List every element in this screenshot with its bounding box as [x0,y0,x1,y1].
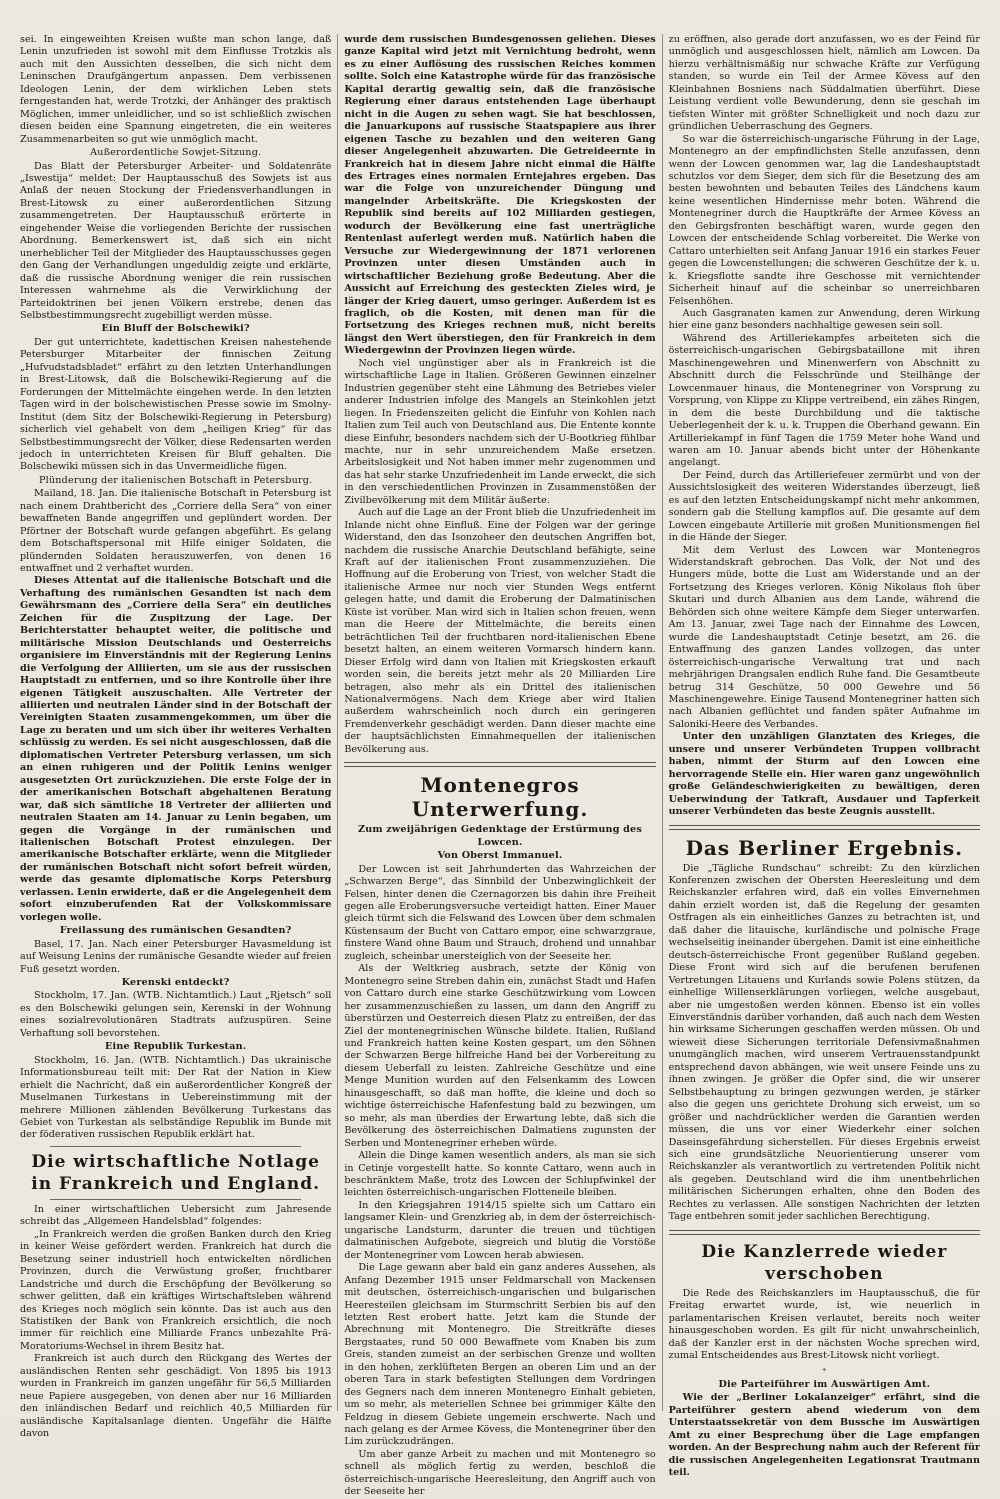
paragraph: Der Lowcen ist seit Jahrhunderten das Wahrzeichen der „Schwarzen Berge“, das Sinnbild der Unbezwinglichkeit der Felsen, hinter denen die Czernagorzen bis dahin ihre Freiheit gegen alle Eroberungsversuche verteidigt hatten. Einer Mauer gleich türmt sich die Felswand des Lowcen über dem schmalen Küstensaum der Bucht von Cattaro empor, eine schwarzgraue, finstere Wand ohne Baum und Strauch, drohend und unnahbar zugleich, scheinbar unersteiglich von der Seeseite her. [344,863,656,962]
column-left [20,34,332,1440]
section-heading: Eine Republik Turkestan. [105,1041,247,1053]
paragraph: wurde dem russischen Bundesgenossen geliehen. Dieses ganze Kapital wird jetzt mit Vernichtung bedroht, wenn es zu einer Auflösung des russischen Reiches kommen sollte. Solch eine Katastrophe würde für das französische Kapital derartig gewaltig sein, daß die französische Regierung einer daraus entstehenden Lage überhaupt nicht in die Augen zu sehen wagt. Sie hat beschlossen, die Januarkupons auf russische Staatspapiere aus ihrer eigenen Tasche zu bezahlen und den weiteren Gang dieser Angelegenheit abzuwarten. Die Getreideernte in Frankreich hat in diesem Jahre nicht einmal die Hälfte des Ertrages eines normalen Erntejahres ergeben. Das war die Folge von unzureichender Düngung und mangelnder Arbeitskräfte. Die Kriegskosten der Republik sind bereits auf 102 Milliarden gestiegen, wodurch der Bevölkerung eine fast unerträgliche Rentenlast auferlegt werden muß. Natürlich haben die Versuche zur Wiedergewinnung der 1871 verlorenen Provinzen unter diesen Umständen auch in wirtschaftlicher Beziehung große Bedeutung. Aber die Aussicht auf Erreichung des gesteckten Zieles wird, je länger der Krieg dauert, umso geringer. Außerdem ist es fraglich, ob die Kosten, mit denen man für die Fortsetzung des Krieges rechnen muß, nicht bereits längst den Wert überstiegen, den für Frankreich in dem Wiedergewinn der Provinzen liegen würde. [344,34,656,357]
column-middle [344,34,656,1498]
article-subheading: Zum zweijährigen Gedenktage der Erstürmung des Lowcen. [358,824,642,848]
paragraph: Basel, 17. Jan. Nach einer Petersburger Havasmeldung ist auf Weisung Lenins der rumänische Gesandte wieder auf freien Fuß gesetzt worden. [20,938,332,975]
section-heading: Außerordentliche Sowjet-Sitzung. [90,147,262,159]
section-heading: Ein Bluff der Bolschewiki? [101,323,250,335]
section-heading: Freilassung des rumänischen Gesandten? [59,925,292,937]
paragraph: In den Kriegsjahren 1914/15 spielte sich um Cattaro ein langsamer Klein- und Grenzkrieg ab, in dem der österreichisch-ungarische Landsturm, darunter die treuen und tüchtigen dalmatinischen Aufgebote, siegreich und blutig die Vorstöße der Montenegriner vom Lowcen herab abwiesen. [344,1199,656,1261]
section-heading: Plünderung der italienischen Botschaft in Petersburg. [38,474,313,486]
column-rule [337,34,338,1411]
divider [669,1230,980,1235]
paragraph: Wie der „Berliner Lokalanzeiger“ erfährt, sind die Parteiführer gestern abend wiederum von dem Unterstaatssekretär von dem Bussche im Auswärtigen Amt zu einer Besprechung über die Lage empfangen worden. An der Besprechung nahm auch der Referent für die russischen Angelegenheiten Legationsrat Trautmann teil. [668,1392,980,1479]
paragraph: Dieses Attentat auf die italienische Botschaft und die Verhaftung des rumänischen Gesandten ist nach dem Gewährsmann des „Corriere della Sera“ ein deutliches Zeichen für die Zuspitzung der Lage. Der Berichterstatter behauptet weiter, die politische und militärische Mission Deutschlands und Oesterreichs organisiere im Einverständnis mit der Regierung Lenins die Verfolgung der Alliierten, um sie aus der russischen Hauptstadt zu entfernen, und so ihre Kontrolle über ihre eigenen Tätigkeit auszuschalten. Alle Vertreter der alliierten und neutralen Länder sind in der Botschaft der Vereinigten Staaten zusammengekommen, um über die Lage zu beraten und um sich über ihr weiteres Verhalten schlüssig zu werden. Es sei nicht ausgeschlossen, daß die diplomatischen Vertreter Petersburg verlassen, um sich an einen ruhigeren und der Politik Lenins weniger ausgesetzten Ort zurückzuziehen. Die erste Folge der in der amerikanischen Botschaft abgehaltenen Beratung war, daß sich sämtliche 18 Vertreter der alliierten und neutralen Staaten am 14. Januar zu Lenin begaben, um gegen die Vorgänge in der rumänischen und italienischen Botschaft Protest einzulegen. Der amerikanische Botschafter erklärte, wenn die Mitglieder der rumänischen Botschaft nicht sofort befreit würden, werde das gesamte diplomatische Korps Petersburg verlassen. Lenin erwiderte, daß er die Angelegenheit dem sofort einzuberufenden Rat der Volkskommissare vorlegen wolle. [20,575,332,923]
paragraph: Mit dem Verlust des Lowcen war Montenegros Widerstandskraft gebrochen. Das Volk, der Not und des Hungers müde, botte die Lust am Widerstande und an der Fortsetzung des Krieges verloren. König Nikolaus floh über Skutari und durch Albanien aus dem Lande, während die Behörden sich ohne weitere Kämpfe dem Sieger unterwarfen. Am 13. Januar, zwei Tage nach der Einnahme des Lowcen, wurde die Landeshauptstadt Cetinje besetzt, am 26. die Entwaffnung des ganzen Landes vollzogen, das unter österreichisch-ungarische Verwaltung trat und nach mehrjährigen Drangsalen endlich Ruhe fand. Die Gesamtbeute betrug 314 Geschütze, 50 000 Gewehre und 56 Maschinengewehre. Einige Tausend Montenegriner hatten sich nach Albanien geflüchtet und fanden später Aufnahme im Saloniki-Heere des Verbandes. [668,544,980,730]
paragraph: Auch Gasgranaten kamen zur Anwendung, deren Wirkung hier eine ganz besonders nachhaltige gewesen sein soll. [668,307,980,332]
column-container [20,34,980,1498]
article-headline: Das Berliner Ergebnis. [685,835,964,860]
divider [669,825,980,830]
article-headline: Die wirtschaftliche Notlage in Frankreich und England. [31,1151,321,1194]
column-right [668,34,980,1479]
paragraph: Frankreich ist auch durch den Rückgang des Wertes der ausländischen Renten sehr geschädigt. Von 1895 bis 1913 wurden in Frankreich im ganzen ungefähr für 56,5 Milliarden neue Papiere ausgegeben, von denen aber nur 16 Milliarden den inländischen Bedarf und reichlich 40,5 Milliarden für ausländische Kapitalsanlage dienten. Ungefähr die Hälfte davon [20,1353,332,1440]
paragraph: Um aber ganze Arbeit zu machen und mit Montenegro so schnell als möglich fertig zu werden, beschloß die österreichisch-ungarische Heeresleitung, den Angriff auch von der Seeseite her [344,1448,656,1498]
paragraph: Die Rede des Reichskanzlers im Hauptausschuß, die für Freitag erwartet wurde, ist, wie neuerlich in parlamentarischen Kreisen verlautet, bereits noch weiter hinausgeschoben worden. Es gilt für nicht unwahrscheinlich, daß der Kanzler erst in der nächsten Woche sprechen wird, zumal Entscheidendes aus Brest-Litowsk nicht vorliegt. [668,1287,980,1361]
column-rule [662,34,663,1411]
paragraph: Der gut unterrichtete, kadettischen Kreisen nahestehende Petersburger Mitarbeiter der finnischen Zeitung „Hufvudstadsbladet“ erfährt zu den letzten Unterhandlungen in Brest-Litowsk, daß die Bolschewiki-Regierung auf die Forderungen der Mittelmächte eingehen werde. In den letzten Tagen wird in der bolschewistischen Presse sowie im Smolny-Institut (dem Sitz der Bolschewiki-Regierung in Petersburg) sicherlich viel gehabelt von dem „heiligen Krieg“ für das Selbstbestimmungsrecht der Völker, diese Redensarten werden jedoch in unterrichteten Kreisen für Bluff gehalten. Die Bolschewiki müssen sich in das Unvermeidliche fügen. [20,336,332,473]
section-heading: Kerenski entdeckt? [121,976,230,988]
paragraph: Als der Weltkrieg ausbrach, setzte der König von Montenegro seine Streben dahin ein, zunächst Stadt und Hafen von Cattaro durch eine starke Geschützwirkung vom Lowcen her zusammenzuschießen zu lassen, um dann den Angriff zu überstürzen und Oesterreich diesen Platz zu entreißen, der das Ziel der montenegrinischen Wünsche bildete. Italien, Rußland und Frankreich hatten keine Kosten gespart, um den Söhnen der Schwarzen Berge hilfreiche Hand bei der Vorbereitung zu diesem Ueberfall zu leisten. Zahlreiche Geschütze und eine Menge Munition wurden auf den Felsenkamm des Lowcen hinausgeschafft, so daß man hoffte, die kleine und doch so wichtige österreichische Hafenfestung bald zu bezwingen, um so mehr, als man überdies der Erwartung lebte, daß sich die Bevölkerung des österreichischen Dalmatiens zugunsten der Serben und Montenegriner erheben würde. [344,963,656,1149]
paragraph: Stockholm, 17. Jan. (WTB. Nichtamtlich.) Laut „Rjetsch“ soll es den Bolschewiki gelungen sein, Kerenski in der Wohnung eines sozialrevolutionären Stadtrats aufzuspüren. Seine Verhaftung soll bevorstehen. [20,990,332,1039]
paragraph: Allein die Dinge kamen wesentlich anders, als man sie sich in Cetinje vorgestellt hatte. So konnte Cattaro, wenn auch in beschränktem Maße, trotz des Lowcen der Schlupfwinkel der leichten österreichisch-ungarischen Flotteneile bleiben. [344,1150,656,1199]
paragraph: Während des Artilleriekampfes arbeiteten sich die österreichisch-ungarischen Gebirgsbataillone mit ihren Maschinengewehren und Minenwerfern von Abschnitt zu Abschnitt durch die Felsschründe und Steilhänge der Lowcenmauer hinaus, die Montenegriner von Vorsprung zu Vorsprung, von Klippe zu Klippe vertreibend, ein zähes Ringen, in dem die beste Durchbildung und die taktische Ueberlegenheit der k. u. k. Truppen die Oberhand gewann. Ein Artilleriekampf in fünf Tagen die 1759 Meter hohe Wand und waren am 10. Januar abends bicht unter der Höhenkante angelangt. [668,332,980,469]
article-headline: Montenegros Unterwerfung. [411,773,589,822]
paragraph: Mailand, 18. Jan. Die italienische Botschaft in Petersburg ist nach einem Drahtbericht des „Corriere della Sera“ von einer bewaffneten Bande angegriffen und geplündert worden. Der Pförtner der Botschaft wurde gefangen abgeführt. Es gelang dem Botschaftspersonal mit Hilfe einiger Soldaten, die plündernden Soldaten herauszuwerfen, von denen 16 entwaffnet und 2 verhaftet wurden. [20,488,332,575]
paragraph: Noch viel ungünstiger aber als in Frankreich ist die wirtschaftliche Lage in Italien. Größeren Gewinnen einzelner Industrien gegenüber steht eine Lähmung des Betriebes vieler anderer Industrien infolge des Mangels an Steinkohlen jetzt liegen. In Friedenszeiten gelicht die Einfuhr von Kohlen nach Italien zum Teil auch von Deutschland aus. Die Entente konnte diese Einfuhr, besonders nachdem sich der U-Bootkrieg fühlbar machte, nur in sehr unzureichendem Maße ersetzen. Arbeitslosigkeit und Not haben immer mehr zugenommen und das hat sehr starke Unzufriedenheit im Lande erweckt, die sich in den verschiedentlichen Provinzen in Zusammenstößen der Zivilbevölkerung mit dem Militär äußerte. [344,357,656,506]
section-heading: Die Parteiführer im Auswärtigen Amt. [718,1378,931,1390]
paragraph: sei. In eingeweihten Kreisen wußte man schon lange, daß Lenin unzufrieden ist sowohl mit dem Einflusse Trotzkis als auch mit den Aussichten desselben, die sich nicht dem Leninschen Draufgängertum anpassen. Dem verbissenen Ideologen Lenin, der dem wirklichen Leben stets ferngestanden hat, werde Trotzki, der Anhänger des praktisch Möglichen, immer unleidlicher, und so ist schließlich zwischen diesen beiden eine Spannung eingetreten, die ein weiteres Zusammenarbeiten so gut wie unmöglich macht. [20,34,332,145]
paragraph: Die „Tägliche Rundschau“ schreibt: Zu den kürzlichen Konferenzen zwischen der Obersten Heeresleitung und dem Reichskanzler erfahren wird, daß ein volles Einvernehmen dahin erzielt worden ist, daß die Regelung der gesamten Ostfragen als ein einheitliches Ganzes zu betrachten ist, und daß daher die litauische, kurländische und polnische Frage wechselseitig ineinander übergehen. Damit ist eine einheitliche deutsch-österreichische Front gegenüber Rußland gegeben. Diese Front wird sich auf die berufenen berufenen Vertretungen Litauens und Kurlands sowie Polens stützen, da einhellige Willenserklärungen vorliegen, welche ausgebaut, aber nie umgestoßen werden können. Ebenso ist ein volles Einverständnis darüber vorhanden, daß auch nach dem Westen hin wirksame Sicherungen geschaffen werden müssen. Ob und wieweit diese Sicherungen territoriale Defensivmaßnahmen unumgänglich machen, wird unserem Vertrauensstandpunkt entsprechend davon abhängen, wie weit unsere Feinde uns zu ihnen zwingen. Je größer die Opfer sind, die wir unserer Selbstbehauptung zu bringen gezwungen werden, je stärker also die gegen uns gerichtete Drohung sich erweist, um so größer und nachdrücklicher werden die Garantien werden müssen, die uns vor einer Wiederkehr einer solchen Daseinsgefährdung sicherstellen. Für dieses Ergebnis erweist sich eine grundsätzliche Neuorientierung unserer vom Reichskanzler als verantwortlich zu vertretenden Politik nicht als gegeben. Deutschland wird die ihm unentbehrlichen militärischen Sicherungen erhalten, ohne den Boden des Rechtes zu verlassen. Alle sonstigen Nachrichten der letzten Tage entbehren somit jeder sachlichen Berechtigung. [668,862,980,1223]
divider [50,1146,301,1147]
divider [344,762,655,767]
paragraph: Stockholm, 16. Jan. (WTB. Nichtamtlich.) Das ukrainische Informationsbureau teilt mit: Der Rat der Nation in Kiew erhielt die Nachricht, daß ein außerordentlicher Kongreß der Muselmanen Turkestans in Uebereinstimmung mit der mehrere Millionen zählenden Bevölkerung Turkestans das Gebiet von Turkestan als selbständige Republik im Bunde mit der föderativen russischen Republik erklärt hat. [20,1054,332,1141]
paragraph: In einer wirtschaftlichen Uebersicht zum Jahresende schreibt das „Allgemeen Handelsblad“ folgendes: [20,1203,332,1228]
article-author: Von Oberst Immanuel. [437,850,563,862]
section-separator: ✦ [821,1366,828,1375]
paragraph: Die Lage gewann aber bald ein ganz anderes Aussehen, als Anfang Dezember 1915 unser Feldmarschall von Mackensen mit deutschen, österreichisch-ungarischen und bulgarischen Heeresteilen gleichsam im Sturmschritt Serbien bis auf den letzten Rest erobert hatte. Jetzt kam die Stunde der Abrechnung mit Montenegro. Die Streitkräfte dieses Bergstaates, rund 50 000 Bewaffnete vom Knaben bis zum Greis, standen zumeist an der serbischen Grenze und wollten in den hohen, zerklüfteten Bergen an oberen Lim und an der oberen Tara in stark befestigten Stellungen dem Vordringen des Gegners nach dem inneren Montenegro Einhalt gebieten, um so mehr, als meteriellen Schnee bei grimmiger Kälte den Feldzug in diesem Gebiete ungemein erschwerte. Nach und nach gelang es der Armee Kövess, die Montenegriner über den Lim zurückzudrängen. [344,1262,656,1448]
paragraph: Unter den unzähligen Glanztaten des Krieges, die unsere und unserer Verbündeten Truppen vollbracht haben, nimmt der Sturm auf den Lowcen eine hervorragende Stelle ein. Hier waren ganz ungewöhnlich große Geländeschwierigkeiten zu bewältigen, deren Ueberwindung der Tatkraft, Ausdauer und Tapferkeit unserer Verbündeten das beste Zeugnis ausstellt. [668,731,980,818]
paragraph: zu eröffnen, also gerade dort anzufassen, wo es der Feind für unmöglich und ausgeschlossen hielt, nämlich am Lowcen. Da hierzu verhältnismäßig nur schwache Kräfte zur Verfügung standen, so wurde ein Teil der Armee Kövess auf den Kleinbahnen Bosniens nach Süddalmatien überführt. Diese Leistung verdient volle Bewunderung, denn sie geschah im tiefsten Winter mit größter Schnelligkeit und noch dazu zur gründlichen Ueberraschung des Gegners. [668,34,980,133]
paragraph: „In Frankreich werden die großen Banken durch den Krieg in keiner Weise gefördert werden. Frankreich hat durch die Besetzung seiner industriell hoch entwickelten nördlichen Provinzen, durch die Verwüstung großer, fruchtbarer Landstriche und durch die Erschöpfung der Bevölkerung so schwer gelitten, daß ein kräftiges Wirtschaftsleben während des Krieges noch möglich sein könnte. Das ist auch aus den Statistiken der Bank von Frankreich ersichtlich, die noch immer für reichlich eine Milliarde Francs unbezahlte Prä-Moratoriums-Wechsel in ihrem Besitz hat. [20,1228,332,1352]
paragraph: So war die österreichisch-ungarische Führung in der Lage, Montenegro an der empfindlichsten Stelle anzufassen, denn wenn der Lowcen genommen war, lag die Landeshauptstadt schutzlos vor dem Sieger, dem sich für die Besetzung des am besten bewohnten und bebauten Teiles des Ländchens kaum keine wesentlichen Hindernisse mehr boten. Während die Montenegriner durch die Hauptkräfte der Armee Kövess an den Gebirgsfronten beschäftigt waren, wurde gegen den Lowcen der entscheidende Schlag vorbereitet. Die Werke von Cattaro unterhielten seit Anfang Januar 1916 ein starkes Feuer gegen die Lowcenstellungen; die schweren Geschütze der k. u. k. Kriegsflotte sandte ihre Geschosse mit vernichtender Sicherheit hinauf auf die scheinbar so unerreichbaren Felsenhöhen. [668,133,980,307]
article-headline: Die Kanzlerrede wieder verschoben [701,1241,948,1284]
paragraph: Das Blatt der Petersburger Arbeiter- und Soldatenräte „Iswestija“ meldet: Der Hauptausschuß des Sowjets ist aus Anlaß der neuen Stockung der Friedensverhandlungen in Brest-Litowsk zu einer außerordentlichen Sitzung zusammengetreten. Der Hauptausschuß erörterte in eingehender Weise die vorliegenden Berichte der russischen Abordnung. Bemerkenswert ist, daß sich ein nicht unerheblicher Teil der Mitglieder des Hauptausschusses gegen den Gang der Verhandlungen ungeduldig zeigte und erklärte, daß die russische Abordnung weniger die rein russischen Interessen wahrnehme als die Verwirklichung der Parteidoktrinen bei jenen Völkern erstrebe, denen das Selbstbestimmungsrecht zugebilligt werden müsse. [20,160,332,321]
paragraph: Auch auf die Lage an der Front blieb die Unzufriedenheit im Inlande nicht ohne Einfluß. Eine der Folgen war der geringe Widerstand, den das Isonzoheer den deutschen Angriffen bot, nachdem die russische Anarchie Deutschland befähigte, seine Kraft auf der italienischen Front zusammenzuziehen. Die Hoffnung auf die Eroberung von Triest, von welcher Stadt die italienische Armee nur noch vier Stunden Wegs entfernt gelegen hatte, und damit die Eroberung der Dalmatinischen Küste ist vorüber. Man wird sich in Italien schon freuen, wenn man die Heere der Mittelmächte, die bereits einen beträchtlichen Teil der fruchtbaren nord-italienischen Ebene besetzt halten, an einem weiteren Vormarsch hindern kann. Dieser Erfolg wird dann von Italien mit Kriegskosten erkauft worden sein, die bereits jetzt mehr als 20 Milliarden Lire betragen, also mehr als ein Drittel des italienischen Nationalvermögens. Nach dem Kriege aber wird Italien außerdem wahrscheinlich noch durch ein geringeren Fremdenverkehr geschädigt werden. Dann dieser machte eine der hauptsächlichsten Einnahmequellen der italienischen Bevölkerung aus. [344,507,656,755]
paragraph: Der Feind, durch das Artilleriefeuer zermürbt und von der Aussichtslosigkeit des weiteren Widerstandes überzeugt, ließ es auf den letzten Entscheidungskampf nicht mehr ankommen, sondern gab die Stellung kampflos auf. Die gesamte auf dem Lowcen eingebaute Artillerie mit großen Munitionsmengen fiel in die Hände der Sieger. [668,469,980,544]
divider [50,1199,301,1200]
